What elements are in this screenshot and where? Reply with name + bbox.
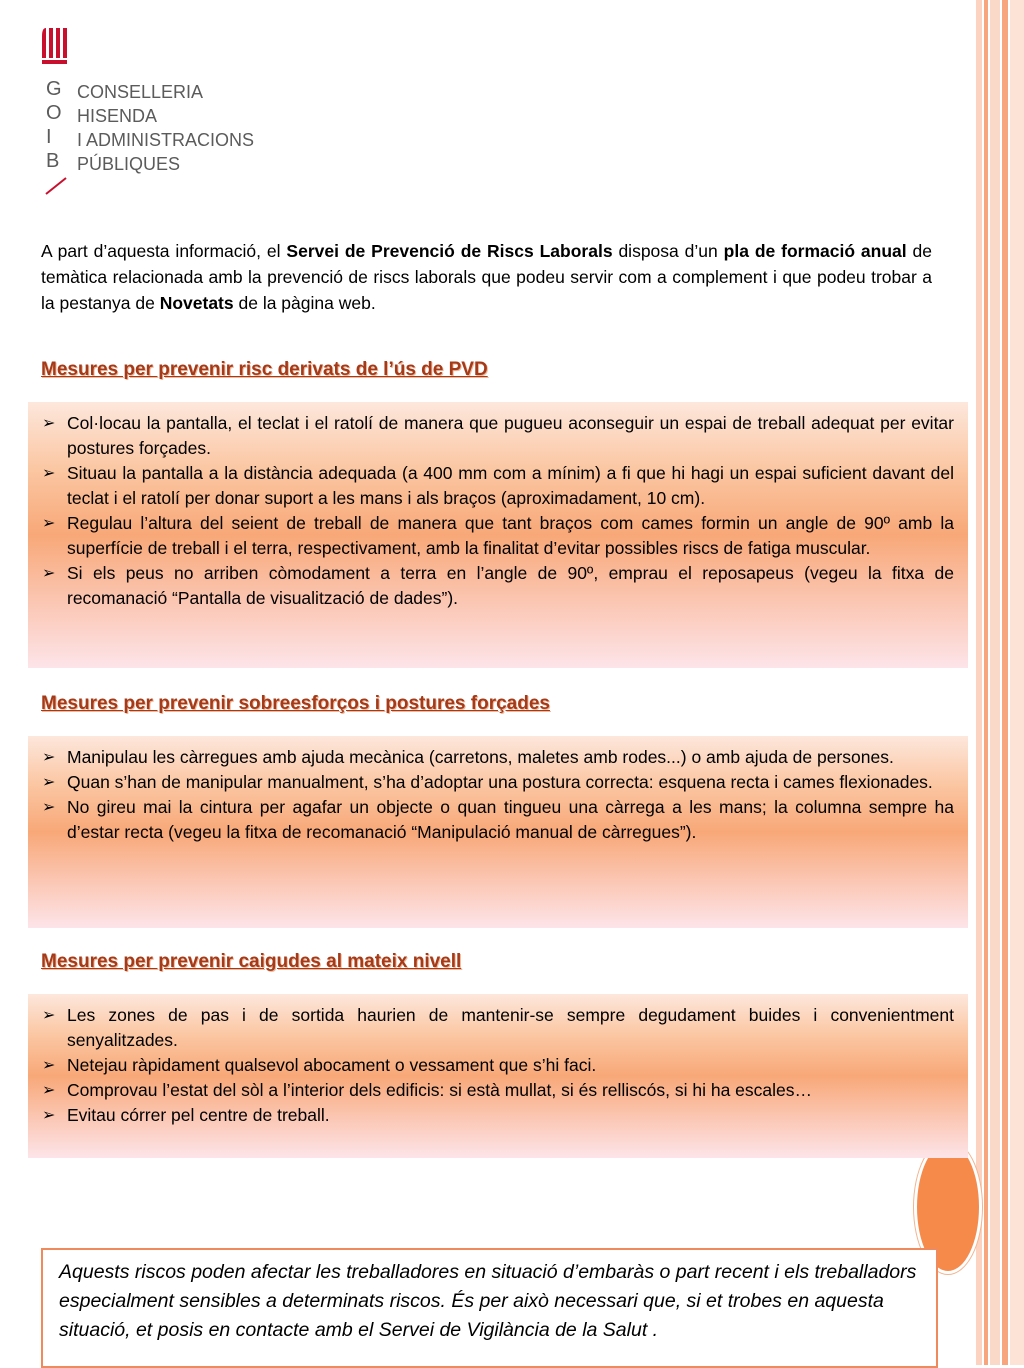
intro-text-3: de temàtica relacionada amb la prevenció de riscs laborals que podeu servir com a complement i que podeu trobar a la pestanya de [41,241,932,313]
arrow-bullet-icon: ➢ [42,565,56,582]
arrow-bullet-icon: ➢ [42,515,56,532]
section-box-pvd [28,402,968,668]
intro-text-4: de la pàgina web. [233,293,376,313]
logo-letter-i: I [46,126,52,148]
intro-paragraph [41,238,932,316]
intro-text-2: disposa d’un [612,241,724,261]
list-item [42,795,954,845]
list-item [42,461,954,511]
section-heading-caigudes: Mesures per prevenir caigudes al mateix nivell [41,951,462,972]
list-item [42,1003,954,1053]
logo-letter-g: G [46,78,62,100]
slash-icon [44,176,70,196]
intro-bold-pla: pla de formació anual [723,241,907,261]
intro-bold-servei: Servei de Prevenció de Riscs Laborals [286,241,613,261]
intro-bold-novetats: Novetats [159,293,234,313]
arrow-bullet-icon: ➢ [42,1107,56,1124]
logo-line-2: HISENDA [77,106,158,126]
logo-line-1: CONSELLERIA [77,82,204,102]
list-item-text: Netejau ràpidament qualsevol abocament o vessament que s’hi faci. [67,1055,597,1075]
arrow-bullet-icon: ➢ [42,1057,56,1074]
list-item [42,561,954,611]
list-item-text: Regulau l’altura del seient de treball de manera que tant braços com cames formin un angle de 90º amb la superfície de treball i el terra, respectivament, amb la finalitat d’evitar possibles riscs de fatiga muscular. [67,513,954,558]
arrow-bullet-icon: ➢ [42,774,56,791]
list-item [42,1078,954,1103]
arrow-bullet-icon: ➢ [42,1007,56,1024]
list-item [42,1103,954,1128]
section-list-caigudes [28,994,968,1128]
arrow-bullet-icon: ➢ [42,799,56,816]
section-heading-pvd: Mesures per prevenir risc derivats de l’ús de PVD [41,359,488,380]
list-item-text: Evitau córrer pel centre de treball. [67,1105,330,1125]
logo-line-4: PÚBLIQUES [77,154,181,174]
list-item-text: Comprovau l’estat del sòl a l’interior dels edificis: si està mullat, si és relliscós, si hi ha escales… [67,1080,813,1100]
list-item-text: Manipulau les càrregues amb ajuda mecànica (carretons, maletes amb rodes...) o amb ajuda de persones. [67,747,894,767]
logo-line-3: I ADMINISTRACIONS [77,130,255,150]
list-item-text: Les zones de pas i de sortida haurien de mantenir-se sempre degudament buides i convenientment senyalitzades. [67,1005,954,1050]
arrow-bullet-icon: ➢ [42,465,56,482]
logo-letter-o: O [46,102,62,124]
logo-letter-b: B [46,150,60,172]
list-item [42,745,954,770]
section-box-sobreesforcos [28,736,968,928]
section-list-sobreesforcos [28,736,968,845]
list-item [42,770,954,795]
list-item-text: Si els peus no arriben còmodament a terra en l’angle de 90º, emprau el reposapeus (vegeu la fitxa de recomanació “Pantalla de visualització de dades”). [67,563,954,608]
list-item [42,511,954,561]
list-item-text: Col·locau la pantalla, el teclat i el ratolí de manera que pugueu aconseguir un espai de treball adequat per evitar postures forçades. [67,413,954,458]
notice-text: Aquests riscos poden afectar les treballadores en situació d’embaràs o part recent i els treballadors especialment sensibles a determinats riscos. És per això necessari que, si et trobes en aquesta situació, et posis en contacte amb el Servei de Vigilància de la Salut . [59,1261,917,1341]
list-item [42,411,954,461]
arrow-bullet-icon: ➢ [42,749,56,766]
list-item-text: No gireu mai la cintura per agafar un objecte o quan tingueu una càrrega a les mans; la columna sempre ha d’estar recta (vegeu la fitxa de recomanació “Manipulació manual de càrregues”). [67,797,954,842]
arrow-bullet-icon: ➢ [42,415,56,432]
section-heading-sobreesforcos: Mesures per prevenir sobreesforços i postures forçades [41,693,550,714]
list-item [42,1053,954,1078]
section-box-caigudes [28,994,968,1158]
notice-box [41,1248,938,1368]
section-list-pvd [28,402,968,611]
flag-icon [40,26,70,66]
intro-text-1: A part d’aquesta informació, el [41,241,287,261]
decorative-side-stripes [976,0,1024,1365]
list-item-text: Quan s’han de manipular manualment, s’ha d’adoptar una postura correcta: esquena recta i cames flexionades. [67,772,933,792]
list-item-text: Situau la pantalla a la distància adequada (a 400 mm com a mínim) a fi que hi hagi un espai suficient davant del teclat i el ratolí per donar suport a les mans i als braços (aproximadament, 10 cm). [67,463,954,508]
arrow-bullet-icon: ➢ [42,1082,56,1099]
